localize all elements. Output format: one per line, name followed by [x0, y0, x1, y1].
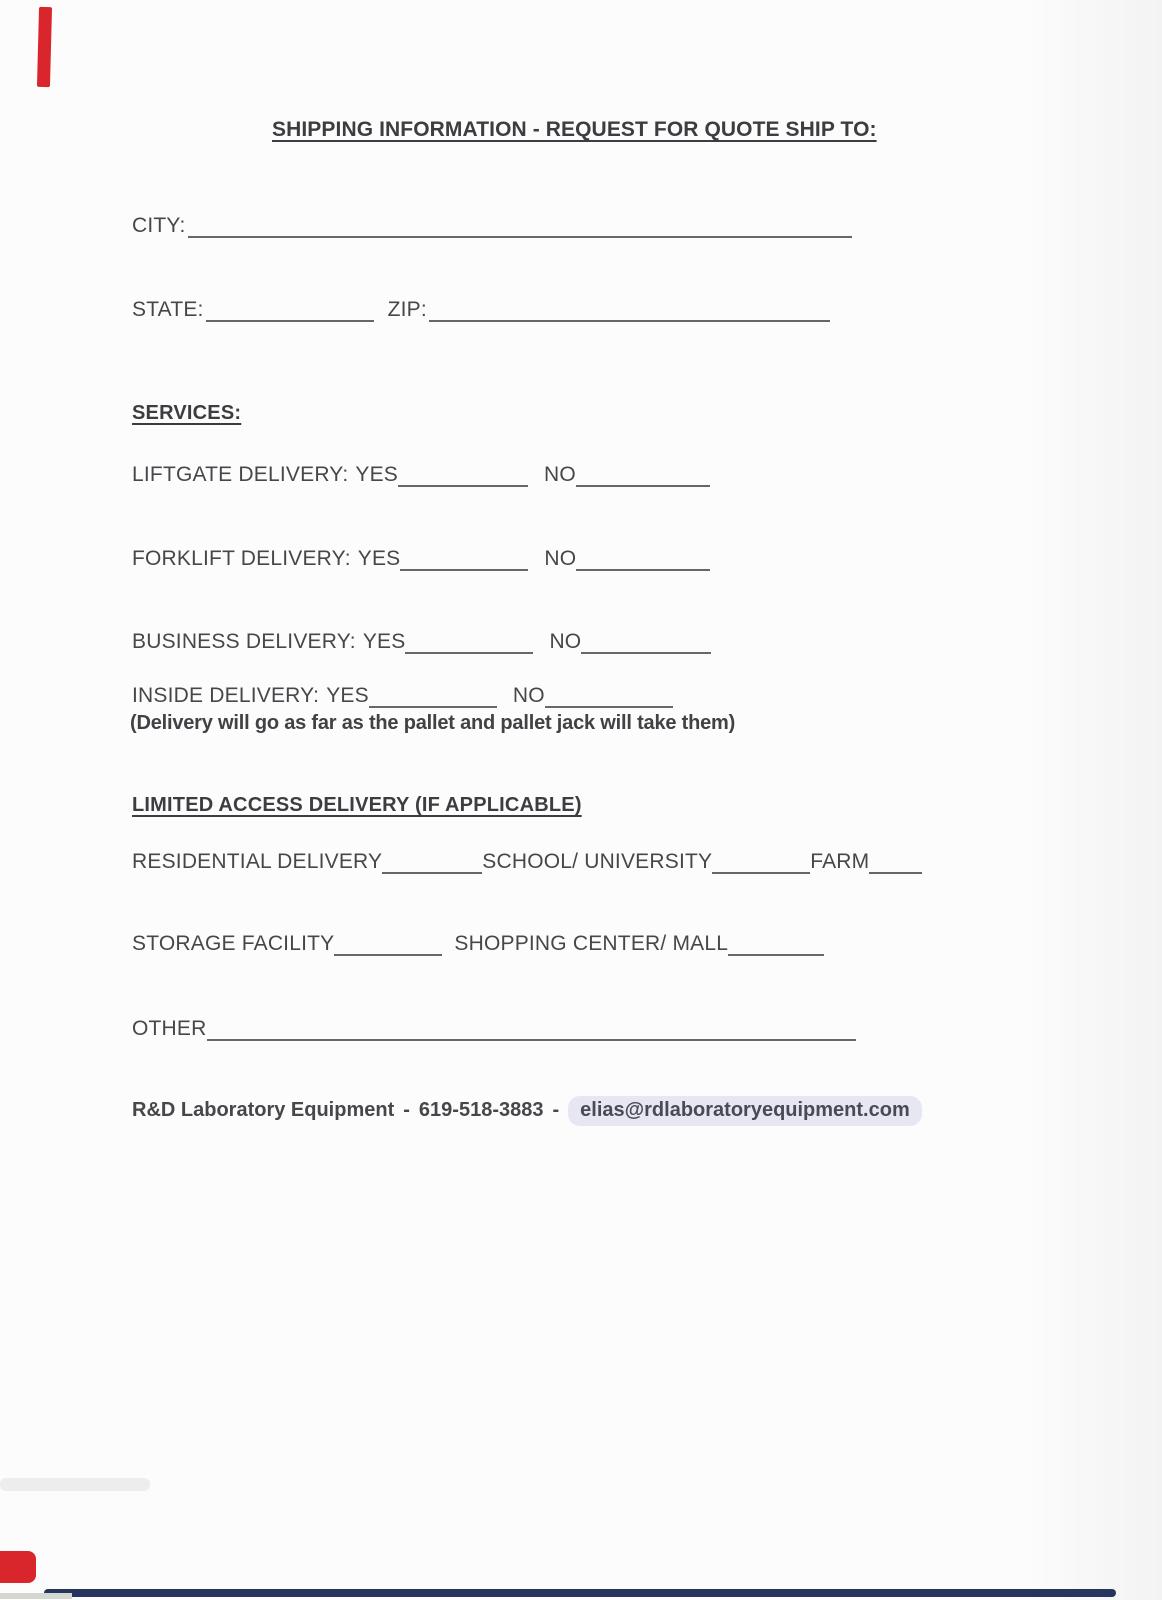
liftgate-no-label: NO: [544, 463, 576, 486]
business-delivery-label: BUSINESS DELIVERY:: [132, 630, 356, 653]
inside-delivery-label: INSIDE DELIVERY:: [132, 684, 320, 707]
zip-input-line[interactable]: [429, 302, 830, 322]
scan-artifact-red-top-left: [37, 7, 52, 87]
services-heading: SERVICES:: [132, 402, 242, 424]
liftgate-no-line[interactable]: [576, 467, 710, 487]
footer-separator-2: -: [552, 1099, 560, 1121]
storage-facility-label: STORAGE FACILITY: [132, 932, 335, 955]
forklift-no-line[interactable]: [576, 551, 710, 571]
forklift-yes-line[interactable]: [400, 551, 528, 571]
city-label: CITY:: [132, 214, 186, 237]
other-input-line[interactable]: [207, 1021, 857, 1041]
business-yes-line[interactable]: [405, 634, 533, 654]
inside-no-line[interactable]: [545, 688, 673, 708]
business-delivery-row: [132, 630, 711, 654]
school-university-label: SCHOOL/ UNIVERSITY: [482, 850, 713, 873]
forklift-delivery-label: FORKLIFT DELIVERY:: [132, 547, 351, 570]
state-input-line[interactable]: [206, 302, 374, 322]
inside-yes-line[interactable]: [369, 688, 497, 708]
limited-access-row-1: [132, 850, 922, 874]
forklift-no-label: NO: [544, 547, 577, 570]
farm-label: FARM: [810, 850, 870, 873]
city-row: [132, 214, 852, 238]
shopping-line[interactable]: [728, 936, 824, 956]
liftgate-yes-label: YES: [355, 463, 399, 486]
forklift-delivery-row: [132, 547, 710, 571]
business-no-line[interactable]: [581, 634, 711, 654]
other-row: [132, 1017, 856, 1041]
liftgate-delivery-row: [132, 463, 710, 487]
other-label: OTHER: [132, 1017, 207, 1040]
farm-line[interactable]: [869, 854, 922, 874]
scan-artifact-red-bottom-left: [0, 1551, 36, 1583]
business-yes-label: YES: [362, 630, 406, 653]
inside-yes-label: YES: [326, 684, 369, 707]
state-label: STATE:: [132, 298, 204, 321]
residential-delivery-label: RESIDENTIAL DELIVERY: [132, 850, 383, 873]
school-line[interactable]: [712, 854, 810, 874]
footer-contact-line: [132, 1096, 922, 1126]
shopping-center-label: SHOPPING CENTER/ MALL: [454, 932, 729, 955]
liftgate-delivery-label: LIFTGATE DELIVERY:: [132, 463, 349, 486]
inside-no-label: NO: [512, 684, 545, 707]
inside-delivery-row: [132, 684, 673, 708]
liftgate-yes-line[interactable]: [398, 467, 528, 487]
page-title: SHIPPING INFORMATION - REQUEST FOR QUOTE SHIP TO:: [272, 118, 877, 141]
limited-access-heading: LIMITED ACCESS DELIVERY (IF APPLICABLE): [132, 794, 582, 816]
phone-number: 619-518-3883: [418, 1099, 544, 1121]
city-input-line[interactable]: [188, 218, 852, 238]
limited-access-row-2: [132, 932, 824, 956]
inside-delivery-note: (Delivery will go as far as the pallet and pallet jack will take them): [130, 712, 736, 734]
storage-line[interactable]: [334, 936, 442, 956]
zip-label: ZIP:: [387, 298, 427, 321]
forklift-yes-label: YES: [357, 547, 401, 570]
state-zip-row: [132, 298, 830, 322]
residential-line[interactable]: [382, 854, 482, 874]
scan-artifact-bottom-strip: [44, 1589, 1116, 1597]
business-no-label: NO: [549, 630, 582, 653]
scan-artifact-smudge: [0, 1478, 150, 1491]
company-name: R&D Laboratory Equipment: [132, 1099, 395, 1121]
scan-artifact-gray-dash: [0, 1593, 72, 1599]
email-link[interactable]: elias@rdlaboratoryequipment.com: [568, 1096, 922, 1126]
footer-separator-1: -: [403, 1099, 410, 1121]
